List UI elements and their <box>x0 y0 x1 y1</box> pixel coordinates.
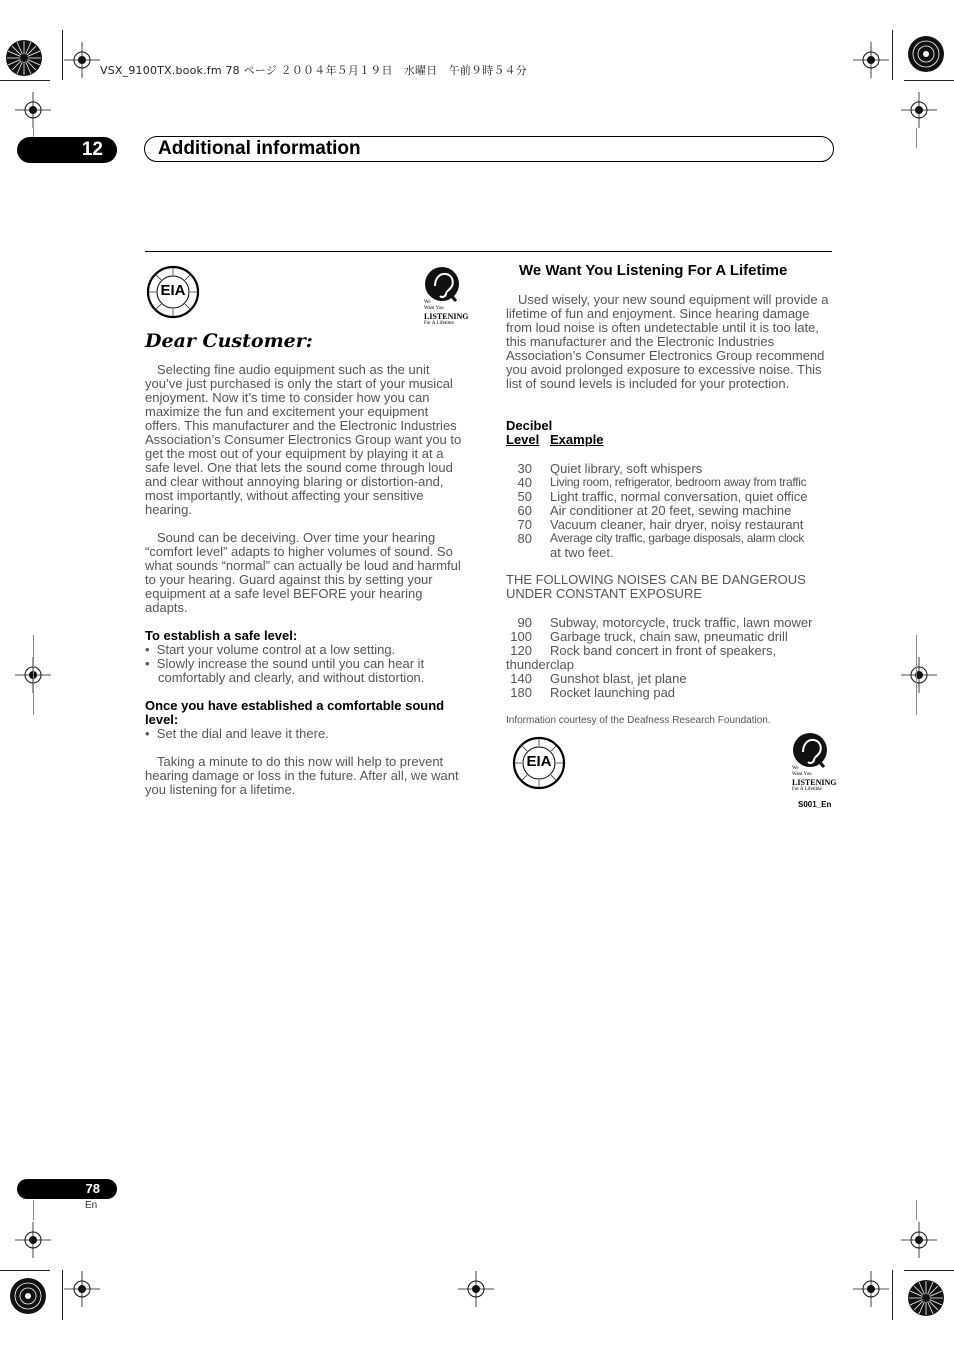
crop-line <box>916 1200 917 1220</box>
safe-level-heading: To establish a safe level: <box>145 628 298 643</box>
logo-line-want-you: Want You <box>424 306 444 311</box>
logo-line-listening: LISTENING <box>424 312 469 321</box>
crop-line <box>0 80 50 81</box>
danger-heading: THE FOLLOWING NOISES CAN BE DANGEROUS UNDER CONSTANT EXPOSURE <box>506 572 806 601</box>
table-row: 70 Vacuum cleaner, hair dryer, noisy restaurant <box>517 517 804 532</box>
document-code: S001_En <box>798 800 832 809</box>
crop-line <box>33 1200 34 1220</box>
page-number: 78 <box>17 1179 117 1199</box>
we-want-you-listening-logo <box>786 730 836 792</box>
list-item: • Set the dial and leave it there. <box>145 726 329 741</box>
file-header: VSX_9100TX.book.fm 78 ページ ２００４年５月１９日 水曜日 午前９時５４分 <box>100 64 528 77</box>
crop-line <box>0 1270 50 1271</box>
logo-line-lifetime: For A Lifetime <box>424 321 454 326</box>
eia-logo <box>146 265 200 319</box>
table-row-continued: at two feet. <box>550 545 614 560</box>
corner-target-icon <box>906 34 946 74</box>
crop-line <box>892 30 893 80</box>
logo-line-lifetime: For A Lifetime <box>792 787 822 792</box>
registration-crosshair-icon <box>853 42 889 78</box>
chapter-title: Additional information <box>158 138 361 159</box>
registration-crosshair-icon <box>15 92 51 128</box>
corner-target-icon <box>8 1276 48 1316</box>
table-row: 90 Subway, motorcycle, truck traffic, lawn mower <box>517 615 813 630</box>
eia-logo-text: EIA <box>160 282 186 299</box>
table-row: 180 Rocket launching pad <box>510 685 676 700</box>
registration-crosshair-icon <box>15 1222 51 1258</box>
comfortable-level-section <box>145 699 467 741</box>
col-level: Level <box>506 432 540 447</box>
registration-crosshair-icon <box>901 1222 937 1258</box>
registration-crosshair-icon <box>64 42 100 78</box>
table-row: 100 Garbage truck, chain saw, pneumatic drill <box>510 629 788 644</box>
page-language: En <box>85 1200 98 1211</box>
closing-paragraph: Taking a minute to do this now will help to prevent hearing damage or loss in the future. After all, we want you listening for a lifetime. <box>145 754 459 797</box>
crop-line <box>62 30 63 80</box>
table-row: 140 Gunshot blast, jet plane <box>510 671 687 686</box>
lifetime-intro: Used wisely, your new sound equipment will provide a lifetime of fun and enjoyment. Since hearing damage from loud noise is often undetectable until it is too late, this manufacturer and the Electronic Industries Association’s Consumer Electronics Group recommend you avoid prolonged exposure to excessive noise. This list of sound levels is included for your protection. <box>506 292 829 391</box>
safe-level-section <box>145 629 467 685</box>
table-row: 50 Light traffic, normal conversation, quiet office <box>517 489 808 504</box>
chapter-number: 12 <box>17 137 117 163</box>
listening-ear-icon <box>786 730 834 770</box>
list-item: • Slowly increase the sound until you can hear it comfortably and clearly, and without distortion. <box>145 656 425 685</box>
dear-customer-heading: Dear Customer: <box>145 330 313 352</box>
we-want-you-listening-logo <box>418 264 468 326</box>
eia-logo <box>512 736 566 790</box>
lifetime-heading: We Want You Listening For A Lifetime <box>519 262 788 279</box>
table-row: 40 Living room, refrigerator, bedroom away from traffic <box>517 475 807 490</box>
col-decibel: Decibel <box>506 418 553 433</box>
listening-ear-icon <box>418 264 466 304</box>
crop-line <box>916 635 917 715</box>
registration-crosshair-icon <box>853 1271 889 1307</box>
crop-line <box>904 80 954 81</box>
list-item: • Start your volume control at a low setting. <box>145 642 396 657</box>
table-row: 80 Average city traffic, garbage disposals, alarm clock <box>517 531 805 546</box>
crop-line <box>916 128 917 148</box>
table-row: 30 Quiet library, soft whispers <box>517 461 703 476</box>
courtesy-note: Information courtesy of the Deafness Research Foundation. <box>506 715 771 726</box>
crop-line <box>892 1270 893 1320</box>
decibel-table-header <box>506 419 836 449</box>
registration-crosshair-icon <box>64 1271 100 1307</box>
intro-paragraph: Selecting fine audio equipment such as the unit you’ve just purchased is only the start of your musical enjoyment. Now it’s time to consider how you can maximize the fun and excitement your equipment offers. This manufacturer and the Electronic Industries Association’s Consumer Electronics Group want you to get the most out of your equipment by playing it at a safe level. One that lets the sound come through loud and clear without annoying blaring or distortion-and, most importantly, without affecting your sensitive hearing. <box>145 362 462 517</box>
deceiving-paragraph: Sound can be deceiving. Over time your hearing “comfort level” adapts to higher volumes of sound. So what sounds “normal” can actually be loud and harmful to your hearing. Guard against this by setting your equipment at a safe level BEFORE your hearing adapts. <box>145 530 461 615</box>
registration-crosshair-icon <box>901 92 937 128</box>
corner-target-icon <box>4 38 44 78</box>
registration-crosshair-icon <box>901 657 937 693</box>
table-row-continued: thunderclap <box>506 657 574 672</box>
logo-line-we: We <box>424 300 431 305</box>
table-row: 60 Air conditioner at 20 feet, sewing machine <box>517 503 792 518</box>
crop-line <box>33 635 34 715</box>
section-rule <box>145 251 832 252</box>
corner-target-icon <box>906 1278 946 1318</box>
registration-crosshair-icon <box>458 1271 494 1307</box>
crop-line <box>904 1270 954 1271</box>
eia-logo-text: EIA <box>526 753 552 770</box>
logo-line-we: We <box>792 766 799 771</box>
crop-line <box>62 1270 63 1320</box>
logo-line-want-you: Want You <box>792 772 812 777</box>
logo-line-listening: LISTENING <box>792 778 837 787</box>
comfortable-level-heading: Once you have established a comfortable sound level: <box>145 698 445 727</box>
table-row: 120 Rock band concert in front of speakers, <box>510 643 777 658</box>
col-example: Example <box>550 432 604 447</box>
